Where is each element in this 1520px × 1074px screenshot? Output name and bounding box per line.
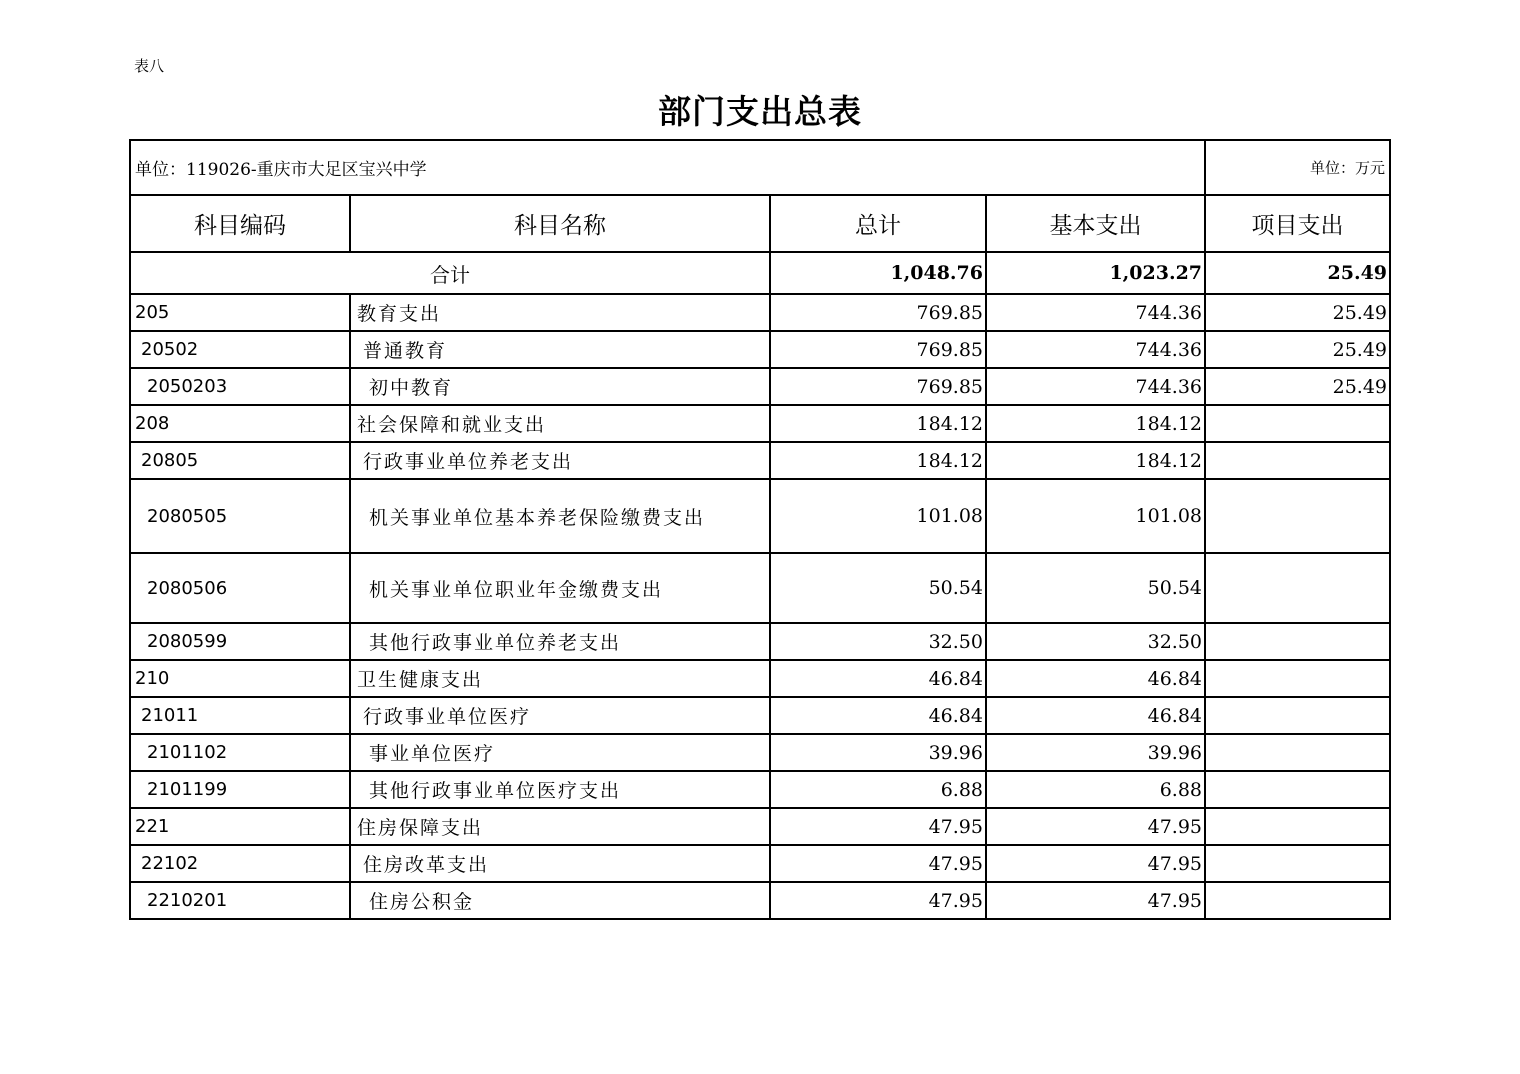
basic-expenditure-cell: 39.96 <box>986 734 1205 771</box>
total-row <box>130 252 1390 294</box>
basic-expenditure-cell: 184.12 <box>986 442 1205 479</box>
subject-code-cell: 2101199 <box>130 771 350 808</box>
basic-expenditure-cell: 184.12 <box>986 405 1205 442</box>
table-row <box>130 405 1390 442</box>
basic-expenditure-cell: 744.36 <box>986 294 1205 331</box>
subject-code-cell: 21011 <box>130 697 350 734</box>
table-row <box>130 882 1390 919</box>
project-expenditure-cell: 25.49 <box>1205 368 1390 405</box>
basic-expenditure-cell: 47.95 <box>986 845 1205 882</box>
total-cell: 184.12 <box>770 405 986 442</box>
subject-name-cell: 初中教育 <box>350 368 770 405</box>
total-cell: 39.96 <box>770 734 986 771</box>
project-expenditure-cell <box>1205 697 1390 734</box>
project-expenditure-cell <box>1205 405 1390 442</box>
table-row <box>130 771 1390 808</box>
project-expenditure-cell <box>1205 845 1390 882</box>
total-project: 25.49 <box>1205 252 1390 294</box>
subject-code-cell: 205 <box>130 294 350 331</box>
total-cell: 50.54 <box>770 553 986 623</box>
table-row <box>130 734 1390 771</box>
table-row <box>130 660 1390 697</box>
header-subject-code: 科目编码 <box>130 195 350 252</box>
total-cell: 769.85 <box>770 368 986 405</box>
subject-name-cell: 教育支出 <box>350 294 770 331</box>
header-subject-name: 科目名称 <box>350 195 770 252</box>
basic-expenditure-cell: 6.88 <box>986 771 1205 808</box>
table-number-label: 表八 <box>134 57 165 75</box>
total-sum: 1,048.76 <box>770 252 986 294</box>
subject-name-cell: 社会保障和就业支出 <box>350 405 770 442</box>
subject-code-cell: 210 <box>130 660 350 697</box>
basic-expenditure-cell: 744.36 <box>986 368 1205 405</box>
subject-code-cell: 2080505 <box>130 479 350 553</box>
total-cell: 47.95 <box>770 882 986 919</box>
basic-expenditure-cell: 47.95 <box>986 808 1205 845</box>
basic-expenditure-cell: 46.84 <box>986 697 1205 734</box>
subject-code-cell: 208 <box>130 405 350 442</box>
total-cell: 6.88 <box>770 771 986 808</box>
subject-code-cell: 20502 <box>130 331 350 368</box>
subject-name-cell: 行政事业单位养老支出 <box>350 442 770 479</box>
subject-name-cell: 机关事业单位基本养老保险缴费支出 <box>350 479 770 553</box>
subject-name-cell: 事业单位医疗 <box>350 734 770 771</box>
project-expenditure-cell <box>1205 808 1390 845</box>
table-row <box>130 368 1390 405</box>
total-cell: 46.84 <box>770 660 986 697</box>
table-row <box>130 623 1390 660</box>
subject-name-cell: 行政事业单位医疗 <box>350 697 770 734</box>
project-expenditure-cell <box>1205 771 1390 808</box>
subject-name-cell: 住房保障支出 <box>350 808 770 845</box>
project-expenditure-cell: 25.49 <box>1205 331 1390 368</box>
total-cell: 101.08 <box>770 479 986 553</box>
header-row <box>130 195 1390 252</box>
subject-name-cell: 机关事业单位职业年金缴费支出 <box>350 553 770 623</box>
subject-name-cell: 住房改革支出 <box>350 845 770 882</box>
total-cell: 47.95 <box>770 845 986 882</box>
total-cell: 47.95 <box>770 808 986 845</box>
subject-code-cell: 22102 <box>130 845 350 882</box>
subject-code-cell: 2080599 <box>130 623 350 660</box>
table-row <box>130 331 1390 368</box>
total-cell: 769.85 <box>770 331 986 368</box>
project-expenditure-cell <box>1205 553 1390 623</box>
subject-name-cell: 其他行政事业单位医疗支出 <box>350 771 770 808</box>
project-expenditure-cell <box>1205 734 1390 771</box>
subject-name-cell: 卫生健康支出 <box>350 660 770 697</box>
basic-expenditure-cell: 101.08 <box>986 479 1205 553</box>
project-expenditure-cell: 25.49 <box>1205 294 1390 331</box>
table-row <box>130 808 1390 845</box>
unit-organization: 单位：119026-重庆市大足区宝兴中学 <box>130 140 1205 195</box>
table-row <box>130 442 1390 479</box>
basic-expenditure-cell: 50.54 <box>986 553 1205 623</box>
page-title: 部门支出总表 <box>658 92 862 131</box>
total-cell: 46.84 <box>770 697 986 734</box>
basic-expenditure-cell: 32.50 <box>986 623 1205 660</box>
unit-currency: 单位：万元 <box>1205 140 1390 195</box>
subject-code-cell: 2050203 <box>130 368 350 405</box>
header-project-expenditure: 项目支出 <box>1205 195 1390 252</box>
project-expenditure-cell <box>1205 882 1390 919</box>
basic-expenditure-cell: 46.84 <box>986 660 1205 697</box>
total-basic: 1,023.27 <box>986 252 1205 294</box>
unit-row <box>130 140 1390 195</box>
subject-code-cell: 20805 <box>130 442 350 479</box>
project-expenditure-cell <box>1205 660 1390 697</box>
header-total: 总计 <box>770 195 986 252</box>
total-label: 合计 <box>130 252 770 294</box>
table-row <box>130 845 1390 882</box>
table-row <box>130 294 1390 331</box>
total-cell: 32.50 <box>770 623 986 660</box>
subject-name-cell: 普通教育 <box>350 331 770 368</box>
subject-name-cell: 其他行政事业单位养老支出 <box>350 623 770 660</box>
table-row <box>130 553 1390 623</box>
project-expenditure-cell <box>1205 479 1390 553</box>
basic-expenditure-cell: 744.36 <box>986 331 1205 368</box>
table-row <box>130 479 1390 553</box>
subject-code-cell: 2101102 <box>130 734 350 771</box>
total-cell: 184.12 <box>770 442 986 479</box>
basic-expenditure-cell: 47.95 <box>986 882 1205 919</box>
project-expenditure-cell <box>1205 623 1390 660</box>
project-expenditure-cell <box>1205 442 1390 479</box>
table-row <box>130 697 1390 734</box>
subject-name-cell: 住房公积金 <box>350 882 770 919</box>
subject-code-cell: 221 <box>130 808 350 845</box>
subject-code-cell: 2080506 <box>130 553 350 623</box>
expenditure-table <box>129 139 1391 920</box>
subject-code-cell: 2210201 <box>130 882 350 919</box>
total-cell: 769.85 <box>770 294 986 331</box>
header-basic-expenditure: 基本支出 <box>986 195 1205 252</box>
